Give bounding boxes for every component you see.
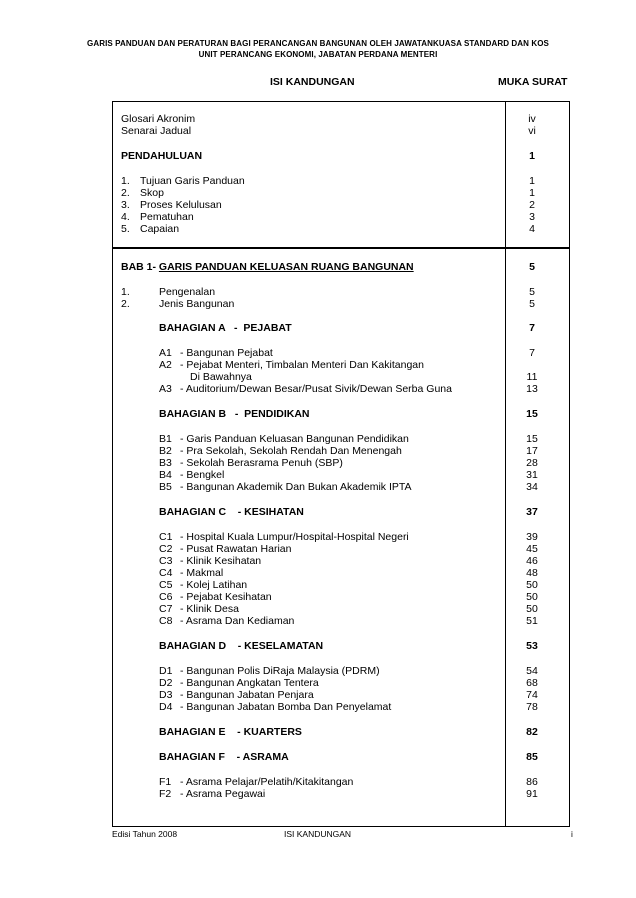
section-item-label: - Makmal [180,567,224,579]
toc-page-senarai: vi [528,125,536,137]
section-item-page: 91 [526,788,538,800]
toc-item-number: 2. [121,187,130,199]
section-item-code: C7 [159,603,173,615]
section-item-code: B1 [159,433,172,445]
section-item-page: 46 [526,555,538,567]
section-item-label: - Bangunan Jabatan Penjara [180,689,314,701]
toc-item-number: 2. [121,298,130,310]
section-item-label: - Klinik Kesihatan [180,555,262,567]
section-item-label: - Kolej Latihan [180,579,248,591]
column-divider [505,102,506,248]
toc-entry-glosari: Glosari Akronim [121,113,196,125]
section-item-code: B4 [159,469,172,481]
toc-item-number: 1. [121,175,130,187]
section-item-label: - Bangunan Akademik Dan Bukan Akademik IPTA [180,481,412,493]
column-divider [505,248,506,826]
section-item-page: 34 [526,481,538,493]
toc-item-label: Capaian [140,223,180,235]
section-item-page: 28 [526,457,538,469]
chapter-title [121,261,414,273]
section-item-page: 48 [526,567,538,579]
section-page-a: 7 [529,322,535,334]
toc-item-label: Pengenalan [159,286,216,298]
section-item-page: 86 [526,776,538,788]
section-item-code: B5 [159,481,172,493]
section-item-page: 15 [526,433,538,445]
section-item-page: 17 [526,445,538,457]
toc-item-number: 3. [121,199,130,211]
section-item-page: 13 [526,383,538,395]
toc-item-label: Pematuhan [140,211,194,223]
section-item-label: - Hospital Kuala Lumpur/Hospital-Hospital Negeri [180,531,409,543]
section-item-code: A2 [159,359,172,371]
contents-heading: ISI KANDUNGAN [270,76,355,88]
toc-item-label: Proses Kelulusan [140,199,222,211]
section-item-page: 51 [526,615,538,627]
section-item-label: - Asrama Dan Kediaman [180,615,295,627]
section-item-page: 45 [526,543,538,555]
toc-item-page: 4 [529,223,535,235]
chapter-page: 5 [529,261,535,273]
toc-item-label: Jenis Bangunan [159,298,235,310]
section-item-label: - Bengkel [180,469,225,481]
section-item-label: - Sekolah Berasrama Penuh (SBP) [180,457,343,469]
section-item-page: 31 [526,469,538,481]
document-header-line1: GARIS PANDUAN DAN PERATURAN BAGI PERANCANGAN BANGUNAN OLEH JAWATANKUASA STANDARD DAN KOS [87,39,549,48]
footer-edition: Edisi Tahun 2008 [112,829,178,839]
toc-page-glosari: iv [528,113,536,125]
section-title-d: BAHAGIAN D - KESELAMATAN [159,640,324,652]
section-item-code: A1 [159,347,172,359]
toc-item-page: 1 [529,187,535,199]
section-item-label: - Asrama Pegawai [180,788,266,800]
section-title-e: BAHAGIAN E - KUARTERS [159,726,302,738]
toc-item-number: 5. [121,223,130,235]
section-item-code: F2 [159,788,172,800]
section-item-code: C8 [159,615,173,627]
section-page-c: 37 [526,506,538,518]
section-item-label: - Bangunan Pejabat [180,347,273,359]
toc-item-label: Tujuan Garis Panduan [140,175,245,187]
section-item-code: F1 [159,776,172,788]
section-item-code: C4 [159,567,173,579]
footer-title: ISI KANDUNGAN [284,829,352,839]
section-item-label: - Bangunan Polis DiRaja Malaysia (PDRM) [180,665,380,677]
toc-item-page: 5 [529,286,535,298]
section-title-c: BAHAGIAN C - KESIHATAN [159,506,304,518]
section-item-code: D1 [159,665,173,677]
toc-item-page: 1 [529,175,535,187]
section-item-code: D2 [159,677,173,689]
section-item-page: 54 [526,665,538,677]
section-item-page: 50 [526,591,538,603]
section-item-label: - Auditorium/Dewan Besar/Pusat Sivik/Dewan Serba Guna [180,383,452,395]
section-item-page: 7 [529,347,535,359]
section-item-code: B2 [159,445,172,457]
section-item-label: - Klinik Desa [180,603,239,615]
section-item-code: C6 [159,591,173,603]
section-item-page: 78 [526,701,538,713]
toc-entry-pendahuluan: PENDAHULUAN [121,150,203,162]
section-title-a: BAHAGIAN A - PEJABAT [159,322,292,334]
section-item-label: - Garis Panduan Keluasan Bangunan Pendidikan [180,433,409,445]
document-header-line2: UNIT PERANCANG EKONOMI, JABATAN PERDANA MENTERI [198,50,438,59]
section-item-code: B3 [159,457,172,469]
section-item-code: C1 [159,531,173,543]
section-item-page: 68 [526,677,538,689]
section-item-code: A3 [159,383,172,395]
section-item-code: D4 [159,701,173,713]
section-page-f: 85 [526,751,538,763]
section-item-code: C3 [159,555,173,567]
section-item-label-continued: Di Bawahnya [190,371,252,383]
section-item-page: 50 [526,603,538,615]
toc-entry-senarai: Senarai Jadual [121,125,192,137]
section-item-label: - Pra Sekolah, Sekolah Rendah Dan Menengah [180,445,402,457]
section-item-label: - Asrama Pelajar/Pelatih/Kitakitangan [180,776,354,788]
section-item-code: C5 [159,579,173,591]
section-item-page: 74 [526,689,538,701]
toc-item-page: 2 [529,199,535,211]
section-page-e: 82 [526,726,538,738]
section-item-label: - Pejabat Kesihatan [180,591,272,603]
toc-item-page: 5 [529,298,535,310]
section-page-d: 53 [526,640,538,652]
toc-item-page: 3 [529,211,535,223]
section-page-b: 15 [526,408,538,420]
chapter-title-text: GARIS PANDUAN KELUASAN RUANG BANGUNAN [158,261,414,273]
section-item-page: 11 [526,371,538,383]
section-item-page: 50 [526,579,538,591]
page-heading: MUKA SURAT [498,76,568,88]
toc-item-number: 4. [121,211,130,223]
section-item-code: D3 [159,689,173,701]
toc-item-label: Skop [140,187,164,199]
footer-page-number: i [571,829,573,839]
section-item-page: 39 [526,531,538,543]
section-item-label: - Pejabat Menteri, Timbalan Menteri Dan Kakitangan [180,359,424,371]
section-item-code: C2 [159,543,173,555]
section-title-b: BAHAGIAN B - PENDIDIKAN [159,408,310,420]
section-item-label: - Bangunan Jabatan Bomba Dan Penyelamat [180,701,392,713]
section-item-label: - Bangunan Angkatan Tentera [180,677,319,689]
toc-page-pendahuluan: 1 [529,150,535,162]
toc-item-number: 1. [121,286,130,298]
chapter-prefix: BAB 1- [121,261,159,273]
section-title-f: BAHAGIAN F - ASRAMA [159,751,289,763]
section-item-label: - Pusat Rawatan Harian [180,543,292,555]
